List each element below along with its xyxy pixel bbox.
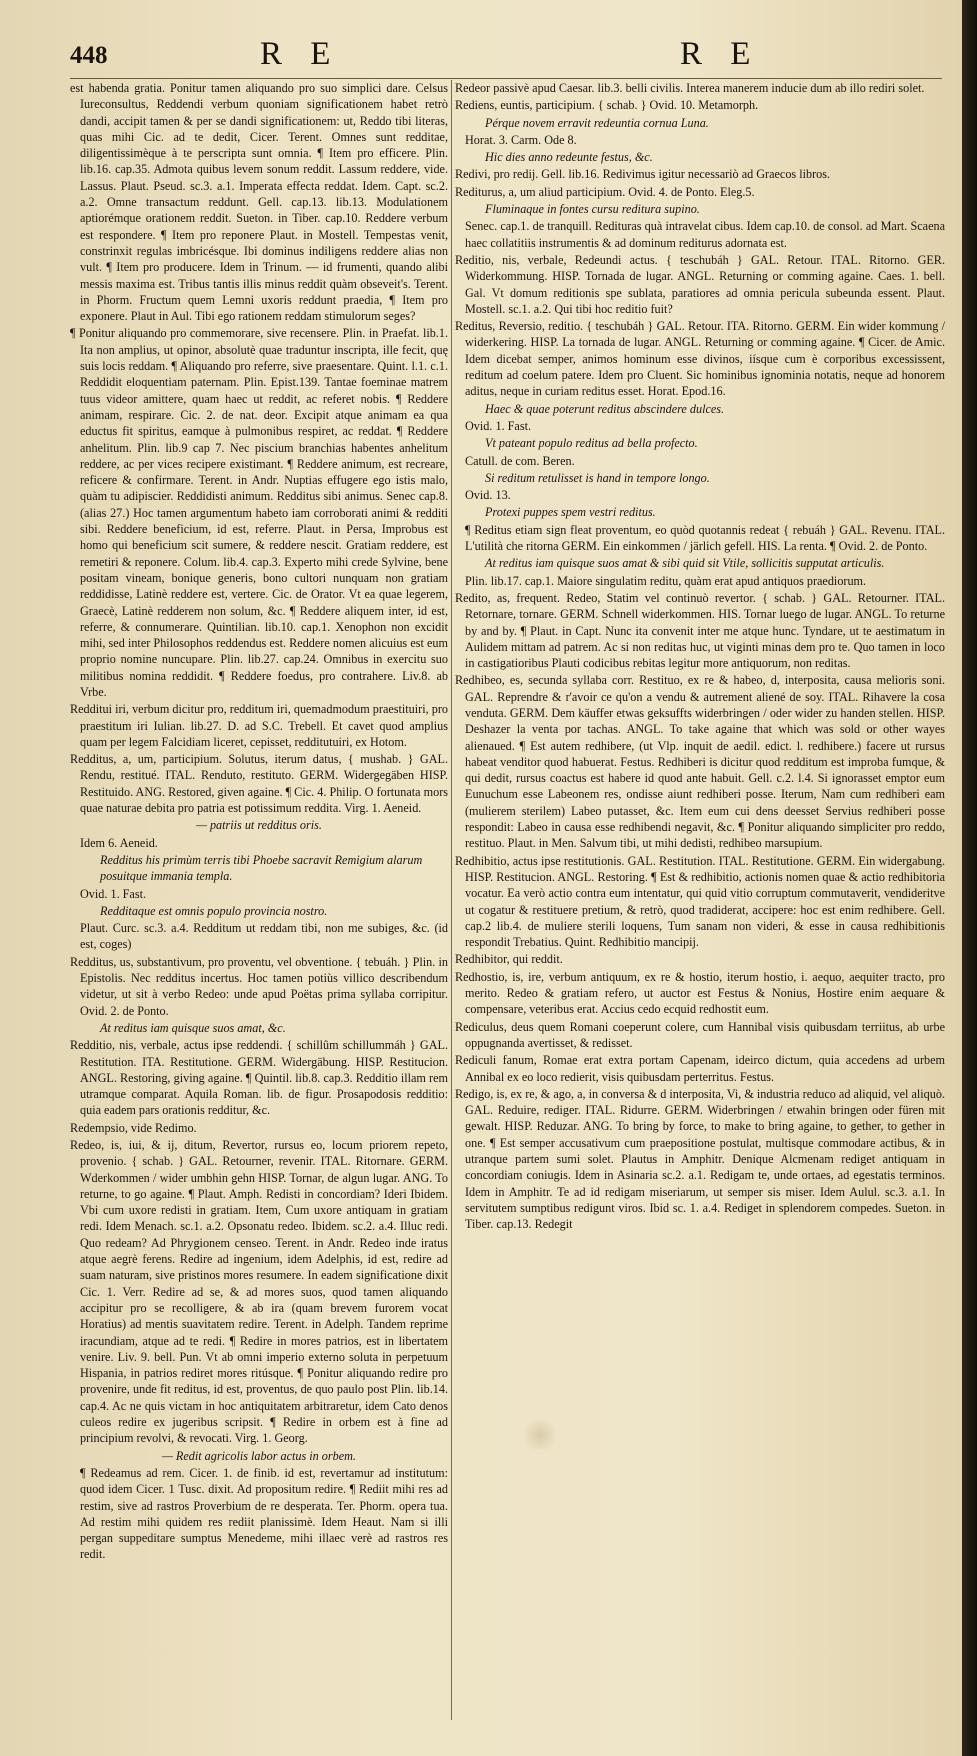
- verse-quote: Redditaque est omnis populo provincia nostro.: [100, 903, 328, 918]
- source-citation: Ovid. 13.: [465, 488, 511, 503]
- entry-paragraph: est habenda gratia. Ponitur tamen aliquando pro suo simplici dare. Celsus Iureconsultus, Reddendi verbum quoniam significationem habet retrò dandi, accipit tamen & per se dandi significationem: ut, Reddo tibi literas, quas mihi Cic. ad te dedit, Cicer. Terent. Omnes sunt redditae, diligentissimèque à te perscripta sunt omnia. ¶ Item pro efficere. Plin. lib.16. cap.35. Admota quibus levem sonum reddit. Lassum reddere, vide. Lassus. Plaut. Pseud. sc.3. a.1. Imperata effecta reddat. Idem. Capt. sc.2. a.2. Omne transactum reddunt. Gell. cap.13. lib.13. Modulationem aptiorémque orationem reddit. Sueton. in Tiber. cap.10. Reddere verbum est respondere. ¶ Item pro reponere Plaut. in Mostell. Tempestas venit, constrinxit regulas imbricésque. Ibi dominus indiligens reddere alias non vult. ¶ Item pro producere. Idem in Trinum. — id frumenti, quando alibi messis maxima est. Tribus tantis illis minus reddit quàm obseveit's. Terent. in Phorm. Fructum quem Lemni uxoris reddunt praedia, ¶ Item pro exponere. Plaut in Aul. Tibi ego rationem reddam stimulorum seges?: [70, 81, 448, 324]
- entry-paragraph: Redditus, us, substantivum, pro proventu, vel obventione. { tebuáh. } Plin. in Epistolis. Nec redditus incertus. Hoc tamen potiùs villico describendum videtur, ut sit à verbo Redeo: unde apud Poëtas prima syllaba corripitur. Ovid. 2. de Ponto.: [70, 954, 448, 1018]
- entry-paragraph: Plaut. Curc. sc.3. a.4. Redditum ut reddam tibi, non me subiges, &c. (id est, coges): [80, 921, 448, 952]
- column-divider: [451, 80, 452, 1720]
- verse-quote: At reditus iam quisque suos amat & sibi quid sit Vtile, sollicitis supputat articulis.: [485, 556, 885, 571]
- entry-paragraph: Redeo, is, iui, & ij, ditum, Revertor, rursus eo, locum priorem repeto, provenio. { schab. } GAL. Retourner, revenir. ITAL. Ritornare. GERM. Wderkommen / wider umbhin gehn HISP. Tornar, de algun lugar. ANG. To returne, to go againe. ¶ Plaut. Amph. Redisti in concordiam? Ideri Ibidem. Vbi cum uxore redisti in gratiam. Item, Cum uxore antiquam in gratiam redi. Idem Menach. sc.1. a.2. Opsonatu redeo. Ibidem. sc.2. a.4. Illuc redi. Quo redeam? Ad Phrygionem censeo. Terent. in Andr. Redeo inde iratus atque aegrè ferens. Redire ad ingenium, idem Adelphis, id est, redire ad suam naturam, sive pristinos mores resumere. In eadem significatione dixit Cic. 1. Verr. Redire ad se, & ad mores suos, quod tamen aliquando accipitur pro se recolligere, & ab ira (quam brevem furorem vocat Horatius) ad mentis suavitatem redire. Terent. in Adelph. Tandem reprime iracundiam, atque ad te redi. ¶ Redire in mores patrios, est in libertatem venire. Liv. 9. bell. Pun. Vt ab omni imperio externo soluta in perpetuum Hispania, in patrios rediret mores ritúsque. ¶ Ponitur aliquando redire pro provenire, unde fit reditus, id est, proventus, de quo paulo post Plin. lib.14. cap.4. Ac ne quis victam in hoc antiquitatem arbitraretur, idem Cato denos culeos redire ex jugeribus scripsit. ¶ Redire in orbem est à fine ad principium revolvi, & revocati. Virg. 1. Georg.: [70, 1138, 448, 1446]
- left-column: [70, 80, 448, 1735]
- page-number: 448: [70, 42, 108, 69]
- entry-paragraph: Rediculus, deus quem Romani coeperunt colere, cum Hannibal visis quibusdam terriitus, ab urbe oppugnanda avertisset, & redisset.: [455, 1019, 945, 1050]
- entry-paragraph: Redigo, is, ex re, & ago, a, in conversa & d interposita, Vi, & industria reduco ad aliquid, vel aliquò. GAL. Reduire, rediger. ITAL. Ridurre. GERM. Widerbringen / etwahin bringen oder füren mit gewalt. HISP. Reduzar. ANG. To bring by force, to make to bring againe, to gether, to gether in one. ¶ Est semper accusativum cum praepositione postulat, multisque commodare actibus, & in utranque partem sumi solet. Plautus in Amphitr. Denique Alcmenam rediget antiquam in concordiam coniugis. Idem in Asinaria sc.2. a.1. Redigam te, unde ortaes, ad egestatis terminos. Idem in Amphitr. Te ad id redigam miseriarum, ut semper sis miser. Idem Aulul. sc.3. a.1. In servitutem sumptibus redigunt viros. Ibid sc. 1. a.4. Rediget in splendorem compedes. Sueton. in Tiber. cap.13. Redegit: [455, 1086, 945, 1232]
- entry-paragraph: Reditus, Reversio, reditio. { teschubáh } GAL. Retour. ITA. Ritorno. GERM. Ein wider kommung / widerkering. HISP. La tornada de lugar. ANGL. Returning or comming againe. ¶ Cicer. de Amic. Idem dicebat semper, animos hominum esse divinos, iísque cum è corporibus excessissent, reditum ad coelum patere. Idem pro Cluent. Sic hominibus ignominia notatis, neque ad honorem aditus, neque in curiam reditus esset. Horat. Epod.16.: [455, 319, 945, 399]
- entry-paragraph: Senec. cap.1. de tranquill. Redituras quà intravelat cibus. Idem cap.10. de consol. ad Mart. Scaena haec collatitiis instrumentis & ad dominum rediturus adornata est.: [465, 219, 945, 250]
- source-citation: Ovid. 1. Fast.: [465, 418, 532, 433]
- source-citation: Idem 6. Aeneid.: [80, 835, 158, 850]
- source-citation: Ovid. 1. Fast.: [80, 886, 147, 901]
- entry-paragraph: Redempsio, vide Redimo.: [70, 1120, 197, 1135]
- entry-paragraph: Redito, as, frequent. Redeo, Statim vel continuò revertor. { schab. } GAL. Retourner. ITAL. Retornare, tornare. GERM. Schnell widerkommen. HIS. Tornar luego de lugar. ANGL. To returne by and by. ¶ Plaut. in Capt. Nunc ita convenit inter me atque hunc. Tyndare, ut te aestimatum in Aulidem mittam ad patrem. Ac si non reditas huc, ut viginti minas dem pro te. Quo tamen in loco in castigatioribus Plauti codicibus rebitas legitur more antiquorum, non reditas.: [455, 590, 945, 671]
- entry-paragraph: Redivi, pro redij. Gell. lib.16. Redivimus igitur necessariò ad Graecos libros.: [455, 167, 831, 182]
- entry-paragraph: Rediturus, a, um aliud participium. Ovid. 4. de Ponto. Eleg.5.: [455, 184, 755, 199]
- verse-quote: Fluminaque in fontes cursu reditura supino.: [485, 202, 700, 217]
- entry-paragraph: Plin. lib.17. cap.1. Maiore singulatim reditu, quàm erat apud antiquos praediorum.: [465, 573, 867, 588]
- source-citation: Catull. de com. Beren.: [465, 453, 575, 468]
- entry-paragraph: Redhibitio, actus ipse restitutionis. GAL. Restitution. ITAL. Restitutione. GERM. Ein widergabung. HISP. Restitucion. ANGL. Restoring. ¶ Est & redhibitio, actionis nomen quae & actio redhibitoria vocatur. Ea verò actio contra eum intentatur, qui quid vitio corruptum commutaverit, vendideritve ut cogatur & restituere pretium, & retrò, quod tradiderat, accipere: hoc est enim redhibere. Gell. cap.2 lib.4. de muliere sterili loquens, Tum sanam non videri, & esse in causa redhibitionis respondit Trebatius. Quint. Redhibitio mancipij.: [455, 853, 945, 950]
- verse-quote: Protexi puppes spem vestri reditus.: [485, 505, 656, 520]
- verse-quote: Pérque novem erravit redeuntia cornua Luna.: [485, 115, 709, 130]
- verse-quote: Si reditum retulisset is hand in tempore longo.: [485, 470, 710, 485]
- entry-paragraph: Redditui iri, verbum dicitur pro, redditum iri, quemadmodum praestituiri, pro praestitum iri Iulian. lib.27. D. ad S.C. Trebell. Et cavet quod amplius quam per legem Falcidiam liceret, cepisset, redditutuiri, ex Hotom.: [70, 702, 448, 749]
- verse-quote: — patriis ut redditus oris.: [196, 818, 322, 833]
- verse-quote: Hic dies anno redeunte festus, &c.: [485, 150, 653, 165]
- entry-paragraph: Redeor passivè apud Caesar. lib.3. belli civilis. Interea manerem inducie dum ab illo rediri solet.: [455, 81, 925, 95]
- entry-paragraph: Rediculi fanum, Romae erat extra portam Capenam, ideirco dictum, quia accedens ad urbem Annibal ex eo loco redierit, visis quibusdam perterritus. Festus.: [455, 1053, 945, 1084]
- paper-stain: [520, 1420, 560, 1450]
- entry-paragraph: Redhibeo, es, secunda syllaba corr. Restituo, ex re & habeo, d, interposita, causa melioris soni. GAL. Reprendre & r'avoir ce qu'on a vendu & autrement aliené de soy. ITAL. Rihavere la cosa venduta. GERM. Dem käuffer etwas geksuffts widerbringen / oder wider zu handen stellen. HISP. Deshazer la venta por tachas. ANGL. To take againe that which was sold or other wayes alienaued. ¶ Est autem redhibere, (ut Vlp. inquit de aedil. edict. l. redhibere.) facere ut rursus habeat venditor quod habuerat. Festus. Redhiberi is dicitur quod redditum est improba fumque, & qui dedit, rursus coactus est habere id quod ante habuit. Gell. c.2. l.4. Si ignorasset emptor eum Eunuchum esse Labeonem res, ondisse aiunt redhiberi posse. Iterum, Nam cum redhiberi eam (mulierem sterilem) Labeo putasset, &c. Item eum cui dens deesset Servius redhiberi posse respondit: Labeo in causa esse redhibendi negavit, &c. ¶ Ponitur aliquando simpliciter pro reddo, restituo. Plaut. in Men. Salvum tibi, ut mihi dedisti, redhibeo marsupium.: [455, 673, 945, 851]
- entry-paragraph: Redditio, nis, verbale, actus ipse reddendi. { schillûm schillummáh } GAL. Restitution. ITA. Restitutione. GERM. Widergäbung. HISP. Restitucion. ANGL. Restoring, giving againe. ¶ Quintil. lib.8. cap.3. Redditio illam rem utramque comparat. Aquila Roman. lib. de figur. Prosapodosis redditio: quia eadem pars orationis redditur, &c.: [70, 1038, 448, 1118]
- entry-paragraph: Rediens, euntis, participium. { schab. } Ovid. 10. Metamorph.: [455, 98, 759, 113]
- page-header: [70, 36, 942, 76]
- entry-paragraph: Redhostio, is, ire, verbum antiquum, ex re & hostio, iterum hostio, i. aequo, aequiter tracto, pro merito. Redeo & gratiam refero, ut auctor est Festus & Nonius, Hostire enim aequare & compensare, veteribus erat. Accius cedo ecquid redhostit eum.: [455, 969, 945, 1017]
- verse-quote: At reditus iam quisque suos amat, &c.: [100, 1020, 286, 1035]
- verse-quote: Redditus his primùm terris tibi Phoebe sacravit Remigium alarum posuitque immania templa.: [100, 852, 423, 884]
- verse-quote: Vt pateant populo reditus ad bella profecto.: [485, 436, 698, 451]
- running-head-right: R E: [680, 36, 761, 72]
- right-column: [455, 80, 945, 1735]
- entry-paragraph: Redhibitor, qui reddit.: [455, 952, 563, 967]
- verse-quote: Haec & quae poterunt reditus abscindere dulces.: [485, 401, 725, 416]
- entry-paragraph: Redditus, a, um, participium. Solutus, iterum datus, { mushab. } GAL. Rendu, restitué. ITAL. Renduto, restituto. GERM. Widergegäben HISP. Restituido. ANG. Restored, given againe. ¶ Cic. 4. Philip. O fortunata mors quae naturae debita pro patria est potissimum reddita. Virg. 1. Aeneid.: [70, 752, 448, 816]
- entry-paragraph: ¶ Ponitur aliquando pro commemorare, sive recensere. Plin. in Praefat. lib.1. Ita non amplius, ut opinor, absolutè quae traduntur inscripta, ille fecit, quę suis locis reddam. ¶ Aliquando pro referre, sive praesentare. Quint. l.1. c.1. Reddidit eloquentiam paternam. Plin. Epist.139. Tantae foeminae matrem tuus videor amittere, quam haec ut reddit, ac referet nobis. ¶ Reddere animam, respirare. Cic. 2. de nat. deor. Excipit atque animam ea qua eductus fit spiritus, eamque à pulmonibus respiret, ac reddat. ¶ Reddere anhelitum. Plin. lib.9 cap 7. Nec piscium branchias habentes anhelitum reddere, ac per vices recipere existimant. ¶ Reddere animum, est recreare, reficere & confirmare. Terent. in Andr. Nuptias effugere ego istis malo, quàm tu adipiscier. Reddidisti animum. Redditus sibi animus. Senec cap.8. (alias 27.) Hoc tamen argumentum habeto iam corroborati animi & redditi sibi. Reddere beneficium, id est, referre. Plaut. in Persa, Improbus est homo qui beneficium scit sumere, & reddere nescit. Gratiam reddere, est remetiri & reponere. Colum. lib.4. cap.3. Experto mihi crede Sylvine, bene positam vineam, bonique generis, bono cultori nunquam non gratiam reddidisse, Latinè reddere est, vertere. Cic. de Orator. Vt ea quae legerem, Graecè, Latinè redderem non solum, &c. ¶ Reddere aliquem inter, id est, referre, & connumerare. Quintilian. lib.10. cap.1. Xenophon non excidit mihi, sed inter Philosophos reddendus est. Reddere nomen alicuius est eum proprio nomine nuncupare. Plin. lib.27. cap.24. Omnibus in exercitu suo militibus nomina reddidit. ¶ Reddere foedus, pro contrahere. Liv.8. ab Vrbe.: [70, 326, 448, 699]
- book-gutter: [962, 0, 977, 1756]
- header-rule: [70, 78, 942, 79]
- running-head-left: R E: [260, 36, 341, 72]
- source-citation: Horat. 3. Carm. Ode 8.: [465, 132, 577, 147]
- verse-quote: — Redit agricolis labor actus in orbem.: [162, 1448, 356, 1463]
- entry-paragraph: Reditio, nis, verbale, Redeundi actus. { teschubáh } GAL. Retour. ITAL. Ritorno. GER. Widerkommung. HISP. Tornada de lugar. ANGL. Returning or comming againe. Caes. 1. bell. Gal. Vt domum reditionis spe sublata, paratiores ad omnia pericula subeunda essent. Plaut. Mostell. sc.1. a.2. Qui tibi hoc reditio fuit?: [455, 252, 945, 316]
- entry-paragraph: ¶ Redeamus ad rem. Cicer. 1. de finib. id est, revertamur ad institutum: quod idem Cicer. 1 Tusc. dixit. Ad propositum redire. ¶ Rediit mihi res ad restim, sive ad rastros Proverbium de re desperata. Ter. Phorm. opera tua. Ad restim mihi quidem res rediit planissimè. Idem Heaut. Nam si illi pergan suppeditare sumptus Menedeme, mihi illaec verè ad rastros res redit.: [80, 1465, 448, 1562]
- entry-paragraph: ¶ Reditus etiam sign fleat proventum, eo quòd quotannis redeat { rebuáh } GAL. Revenu. ITAL. L'utilità che ritorna GERM. Ein einkommen / järlich gefell. HIS. La renta. ¶ Ovid. 2. de Ponto.: [465, 522, 945, 554]
